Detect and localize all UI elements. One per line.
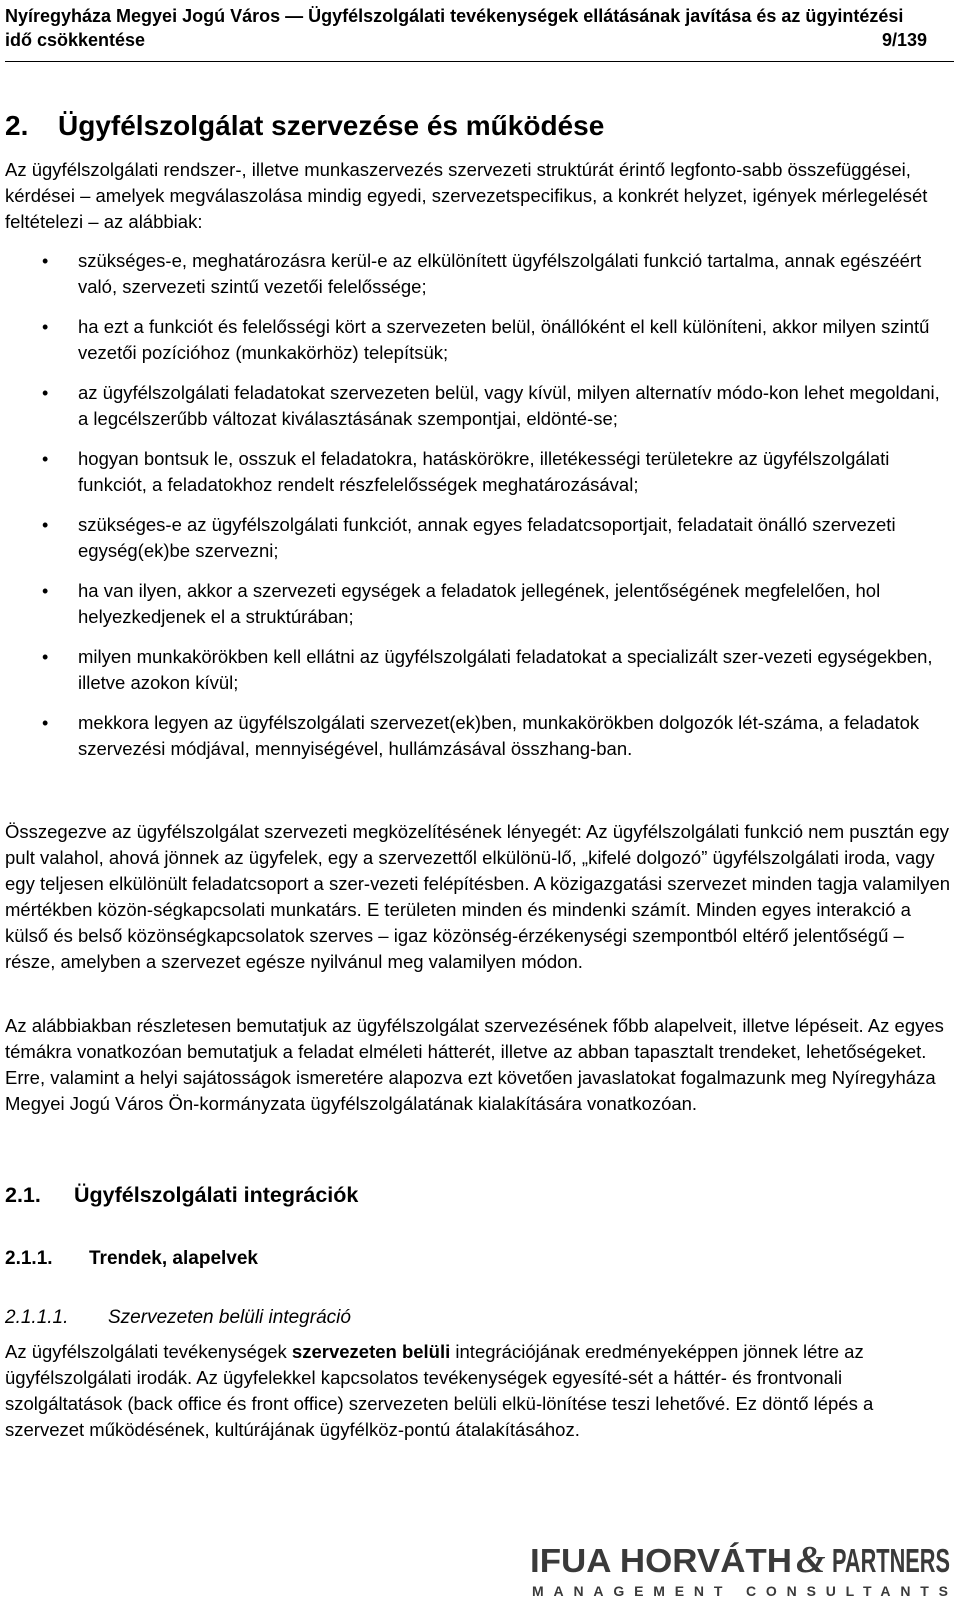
section-number: 2. (5, 110, 29, 141)
section-heading (5, 109, 604, 143)
paragraph-heading-number: 2.1.1.1. (5, 1307, 69, 1328)
bullet-icon: • (42, 383, 49, 403)
logo-text-ifua-horvath: IFUA HORVÁTH (530, 1542, 792, 1579)
header-divider (5, 61, 954, 62)
bullet-icon: • (42, 647, 49, 667)
list-item: • ha van ilyen, akkor a szervezeti egységek a feladatok jellegének, jelentőségének megfelelően, hol helyezkedjenek el a struktúrában; (42, 580, 881, 627)
page-number: 9/139 (881, 30, 927, 50)
bullet-list (0, 248, 960, 776)
subsection-number: 2.1. (5, 1183, 41, 1207)
bullet-icon: • (42, 317, 49, 337)
subsubsection-title: Trendek, alapelvek (89, 1248, 258, 1269)
section-title: Ügyfélszolgálat szervezése és működése (58, 110, 605, 141)
header-title: Nyíregyháza Megyei Jogú Város — Ügyfélszolgálati tevékenységek ellátásának javítása és az ügyintézési idő csökkentése (5, 6, 904, 50)
subsubsection-number: 2.1.1. (5, 1248, 53, 1269)
logo-text-partners: PARTNERS (832, 1542, 950, 1579)
running-header (5, 4, 927, 52)
logo-ampersand: & (796, 1540, 826, 1581)
list-item: • hogyan bontsuk le, osszuk el feladatokra, hatáskörökre, illetékességi területekre az ügyfélszolgálati funkciót, a feladatokhoz rendelt részfelelősségek meghatározásával; (42, 448, 890, 495)
emphasis-text: szervezeten belüli (291, 1341, 451, 1362)
intro-paragraph: Az ügyfélszolgálati rendszer-, illetve munkaszervezés szervezeti struktúrát érintő legfonto-sabb összefüggései, kérdései – amelyek megválaszolása mindig egyedi, szervezetspecifikus, a konkrét helyzet, igények mérlegelését feltételezi – az alábbiak: (5, 159, 928, 232)
bullet-icon: • (42, 251, 49, 271)
list-item: • szükséges-e az ügyfélszolgálati funkciót, annak egyes feladatcsoportjait, feladatait önálló szervezeti egység(ek)be szervezni; (42, 514, 896, 561)
list-item: • mekkora legyen az ügyfélszolgálati szervezet(ek)ben, munkakörökben dolgozók lét-száma, a feladatok szervezési módjával, mennyiségével, hullámzásával összhang-ban. (42, 712, 920, 759)
ifua-horvath-partners-logo (530, 1540, 950, 1600)
bullet-icon: • (42, 449, 49, 469)
bullet-icon: • (42, 515, 49, 535)
paragraph-heading-title: Szervezeten belüli integráció (108, 1307, 351, 1328)
details-paragraph: Az alábbiakban részletesen bemutatjuk az ügyfélszolgálat szervezésének főbb alapelveit, illetve lépéseit. Az egyes témákra vonatkozóan bemutatjuk a feladat elméleti hátterét, illetve az abban tapasztalt trendeket, lehetőségeket. Erre, valamint a helyi sajátosságok ismeretére alapozva ezt követően javaslatokat fogalmazunk meg Nyíregyháza Megyei Jogú Város Ön-kormányzata ügyfélszolgálatának kialakítására vonatkozóan. (5, 1015, 944, 1114)
summary-paragraph: Összegezve az ügyfélszolgálat szervezeti megközelítésének lényegét: Az ügyfélszolgálati funkció nem pusztán egy pult valahol, ahová jönnek az ügyfelek, egy a szervezettől elkülönü-lő, „kifelé dolgozó” ügyfélszolgálati iroda, vagy egy teljesen elkülönült feladatcsoport a szer-vezeti felépítésben. A közigazgatási szervezet minden tagja valamilyen mértékben közön-ségkapcsolati munkatárs. E területen minden és mindenki számít. Minden egyes interakció a külső és belső közönségkapcsolatok szerves – igaz közönség-érzékenységi szempontból eltérő jelentőségű – része, amelyben a szervezet egésze nyilvánul meg valamilyen módon. (5, 821, 951, 972)
list-item: • szükséges-e, meghatározásra kerül-e az elkülönített ügyfélszolgálati funkció tartalma, annak egészéért való, szervezeti szintű vezetői felelőssége; (42, 250, 922, 297)
list-item: • milyen munkakörökben kell ellátni az ügyfélszolgálati feladatokat a specializált szer-vezeti egységekben, illetve azokon kívül; (42, 646, 933, 693)
subsubsection-heading (5, 1246, 258, 1272)
bullet-icon: • (42, 713, 49, 733)
paragraph-heading (5, 1305, 351, 1331)
subsection-title: Ügyfélszolgálati integrációk (74, 1183, 359, 1207)
list-item: • az ügyfélszolgálati feladatokat szervezeten belül, vagy kívül, milyen alternatív módo-kon lehet megoldani, a legcélszerűbb változat kiválasztásának szempontjai, eldönté-se; (42, 382, 940, 429)
list-item: • ha ezt a funkciót és felelősségi kört a szervezeten belül, önállóként el kell különíteni, akkor milyen szintű vezetői pozícióhoz (munkakörhöz) telepítsük; (42, 316, 930, 363)
integration-paragraph: Az ügyfélszolgálati tevékenységek szervezeten belüli integrációjának eredményeképpen jönnek létre az ügyfélszolgálati irodák. Az ügyfelekkel kapcsolatos tevékenységek egyesíté-sét a háttér- és frontvonali szolgáltatások (back office és front office) szervezeten belüli elkü-lönítése teszi lehetővé. Ez döntő lépés a szervezet működésének, kultúrájának ügyfélköz-pontú átalakításához. (5, 1341, 874, 1440)
logo-tagline: MANAGEMENT CONSULTANTS (532, 1583, 948, 1599)
subsection-heading (5, 1182, 358, 1208)
bullet-icon: • (42, 581, 49, 601)
